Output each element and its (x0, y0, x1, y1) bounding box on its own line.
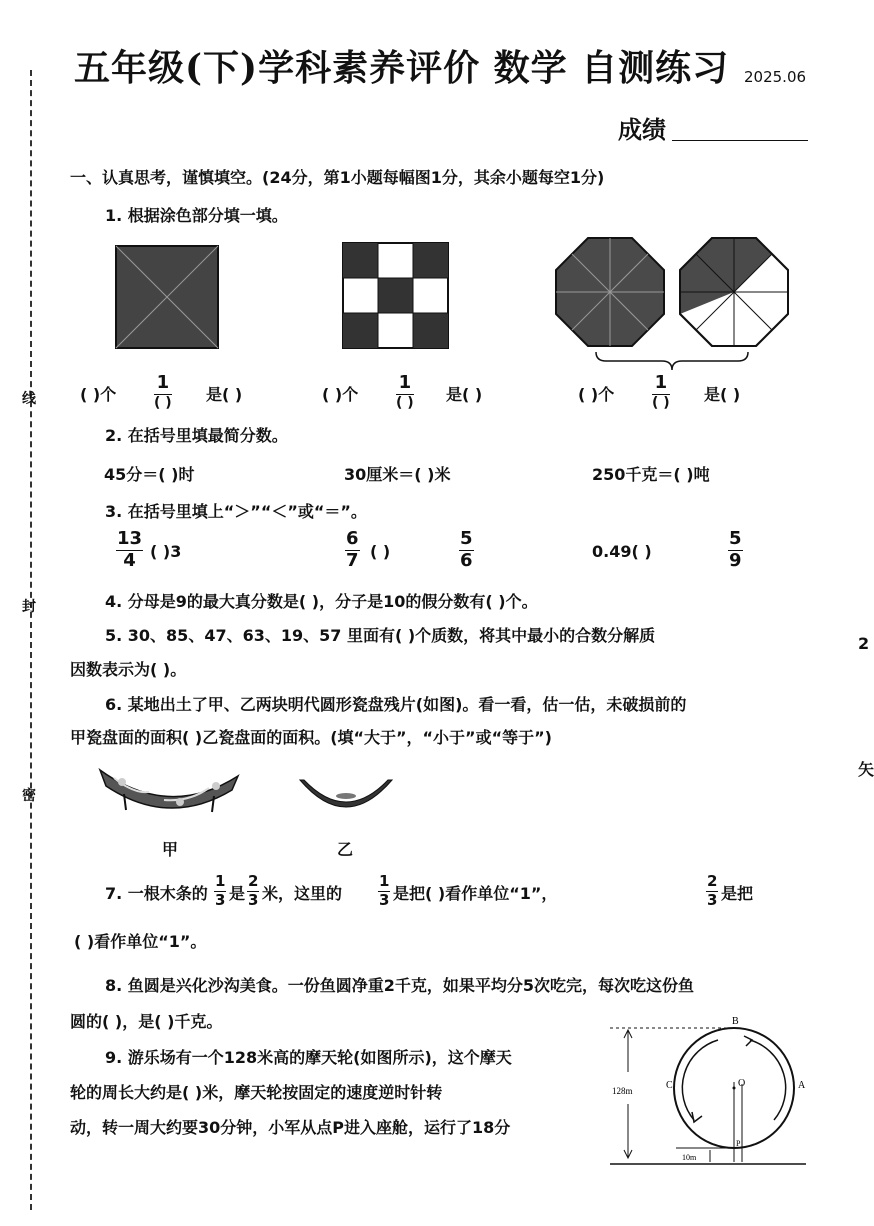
q1c-denominator-blank[interactable]: ( ) (652, 395, 670, 411)
shaded-grid-figure (340, 240, 452, 352)
shard-a-label: 甲 (162, 840, 179, 859)
q9-line-1: 9. 游乐场有一个128米高的摩天轮(如图所示)，这个摩天 (105, 1048, 512, 1067)
q7-part-5: 是把 (721, 884, 754, 903)
exam-date: 2025.06 (744, 68, 807, 86)
q7-fraction-2-3-b (706, 874, 718, 908)
porcelain-shard-b (296, 776, 396, 826)
porcelain-shard-a (94, 764, 244, 834)
ferris-label-c: C (666, 1080, 673, 1091)
q7-part-4[interactable]: 是把( )看作单位“1”， (393, 884, 558, 903)
q3-f4-den: 9 (729, 550, 742, 571)
q1c-fraction (652, 374, 670, 410)
ferris-wheel-figure (606, 1012, 816, 1172)
ferris-label-o: O (738, 1078, 746, 1089)
q1b-numerator: 1 (398, 372, 412, 393)
q1c-numerator: 1 (654, 372, 668, 393)
q7-fraction-1-3-b (378, 874, 390, 908)
q2-item-1[interactable]: 45分＝( )时 (104, 465, 195, 484)
q7-fraction-1-3 (214, 874, 226, 908)
q9-line-3: 动，转一周大约要30分钟，小军从点P进入座舱，运行了18分 (70, 1118, 511, 1137)
q7-f4-num: 2 (707, 872, 718, 890)
q3-blank-1[interactable]: ( )3 (150, 542, 182, 561)
q2-text: 2. 在括号里填最简分数。 (105, 426, 288, 445)
q3-f3-num: 5 (460, 528, 473, 549)
q3-f1-num: 13 (117, 528, 143, 549)
q8-line-2[interactable]: 圆的( )，是( )千克。 (70, 1012, 223, 1031)
q7-part-3: 米，这里的 (262, 884, 343, 903)
q7-part-2: 是 (229, 884, 246, 903)
q1a-denominator-blank[interactable]: ( ) (154, 395, 172, 411)
right-edge-fragment-1: 2 (858, 634, 870, 653)
q1c-blank[interactable]: ( )个 (578, 385, 615, 404)
q7-fraction-2-3 (247, 874, 259, 908)
q7-line-2[interactable]: ( )看作单位“1”。 (74, 932, 207, 951)
q3-fraction-6-7 (345, 530, 360, 570)
margin-mark-mi: 密 (22, 788, 36, 804)
ferris-base-label: 10m (682, 1153, 697, 1162)
q8-line-1: 8. 鱼圆是兴化沙沟美食。一份鱼圆净重2千克，如果平均分5次吃完，每次吃这份鱼 (105, 976, 695, 995)
q3-f4-num: 5 (729, 528, 742, 549)
q2-item-2[interactable]: 30厘米＝( )米 (344, 465, 451, 484)
q1c-result-blank[interactable]: 是( ) (704, 385, 741, 404)
ferris-height-label: 128m (612, 1086, 633, 1096)
q7-f3-num: 1 (379, 872, 390, 890)
q6-line-2[interactable]: 甲瓷盘面的面积( )乙瓷盘面的面积。(填“大于”，“小于”或“等于”) (70, 728, 552, 747)
q7-f1-den: 3 (215, 891, 226, 909)
q3-fraction-13-4 (116, 530, 143, 570)
margin-mark-xian: 线 (22, 391, 36, 407)
q2-item-3[interactable]: 250千克＝( )吨 (592, 465, 710, 484)
q3-f2-den: 7 (346, 550, 359, 571)
q1a-fraction (154, 374, 172, 410)
q1a-result-blank[interactable]: 是( ) (206, 385, 243, 404)
ferris-label-a: A (798, 1080, 806, 1091)
q7-f2-num: 2 (248, 872, 259, 890)
q1a-blank[interactable]: ( )个 (80, 385, 117, 404)
q5-line-2[interactable]: 因数表示为( )。 (70, 660, 187, 679)
q3-blank-3[interactable]: 0.49( ) (592, 542, 652, 561)
q3-text: 3. 在括号里填上“＞”“＜”或“＝”。 (105, 502, 367, 521)
q1b-denominator-blank[interactable]: ( ) (396, 395, 414, 411)
ferris-label-b: B (732, 1016, 739, 1027)
q5-line-1[interactable]: 5. 30、85、47、63、19、57 里面有( )个质数，将其中最小的合数分解质 (105, 626, 656, 645)
q7-f1-num: 1 (215, 872, 226, 890)
q9-line-2[interactable]: 轮的周长大约是( )米，摩天轮按固定的速度逆时针转 (70, 1083, 443, 1102)
q6-line-1: 6. 某地出土了甲、乙两块明代圆形瓷盘残片(如图)。看一看，估一估，未破损前的 (105, 695, 687, 714)
q1a-numerator: 1 (156, 372, 170, 393)
q4-text[interactable]: 4. 分母是9的最大真分数是( )，分子是10的假分数有( )个。 (105, 592, 538, 611)
q1b-fraction (396, 374, 414, 410)
q3-f3-den: 6 (460, 550, 473, 571)
q3-f1-den: 4 (123, 550, 136, 571)
q3-fraction-5-6 (459, 530, 474, 570)
margin-mark-feng: 封 (22, 599, 36, 615)
score-label: 成绩 (618, 116, 666, 144)
q7-f4-den: 3 (707, 891, 718, 909)
section-heading: 一、认真思考，谨慎填空。(24分，第1小题每幅图1分，其余小题每空1分) (70, 168, 605, 187)
q7-part-1: 7. 一根木条的 (105, 884, 208, 903)
ferris-label-p: P (736, 1139, 741, 1148)
shard-b-label: 乙 (337, 840, 354, 859)
score-blank[interactable] (672, 140, 808, 141)
q1b-blank[interactable]: ( )个 (322, 385, 359, 404)
q3-blank-2[interactable]: ( ) (370, 542, 391, 561)
q3-fraction-5-9 (728, 530, 743, 570)
shaded-square-figure (110, 242, 222, 354)
binding-dashed-line (30, 70, 32, 1210)
page-title: 五年级(下)学科素养评价 数学 自测练习 (74, 47, 730, 89)
q7-f3-den: 3 (379, 891, 390, 909)
q3-f2-num: 6 (346, 528, 359, 549)
shaded-octagons-figure (548, 228, 798, 378)
right-edge-fragment-2: 矢 (858, 760, 874, 779)
q1-text: 1. 根据涂色部分填一填。 (105, 206, 288, 225)
q7-f2-den: 3 (248, 891, 259, 909)
q1b-result-blank[interactable]: 是( ) (446, 385, 483, 404)
